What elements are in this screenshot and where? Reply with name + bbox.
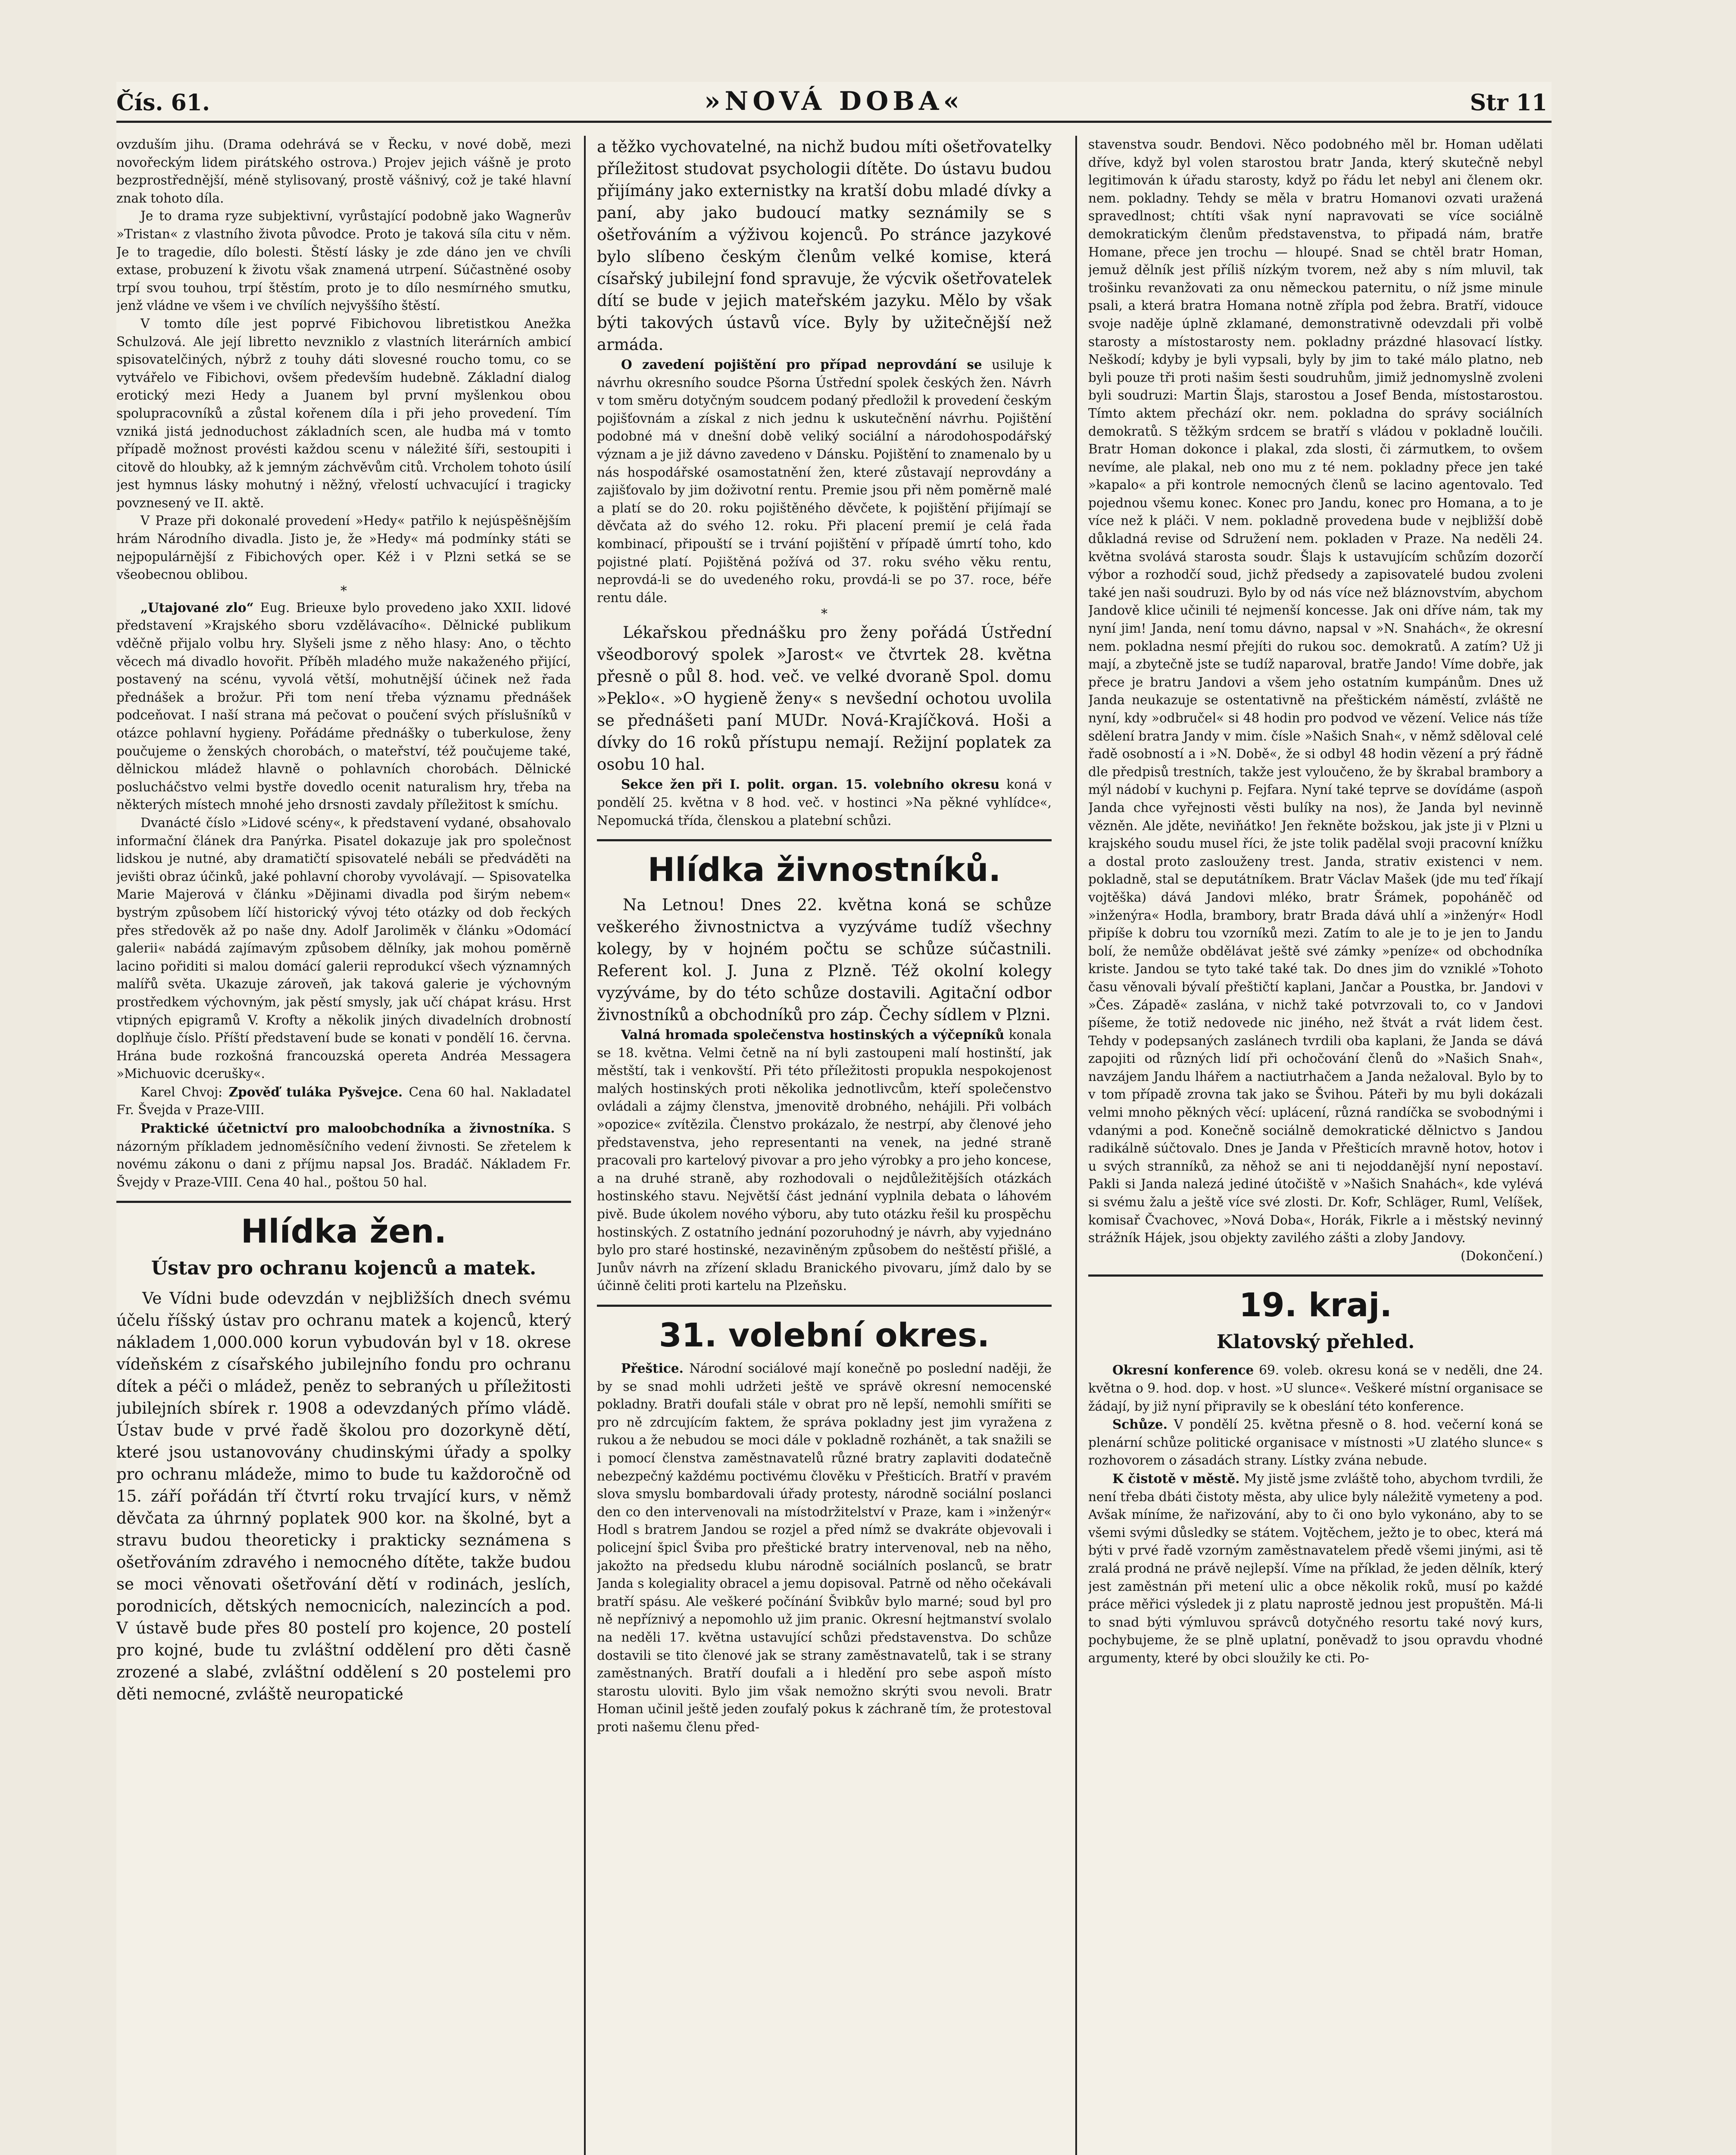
article-title: Okresní konference [1112, 1362, 1254, 1378]
paragraph: stavenstva soudr. Bendovi. Něco podobného měl br. Homan udělati dříve, když byl volen starostou bratr Janda, který skutečně nebyl legitimován k úřadu starosty, když po řádu let nebyl ani členem okr. nem. pokladny. Tehdy se měla v bratru Homanovi ozvati uražená spravedlnost; chtíti však nyní napravovati se více sociálně demokratickým členům představenstva, to připadá nám, bratře Homane, přece jen trochu — hloupé. Snad se chtěl bratr Homan, jemuž dělník jest příliš nízkým tvorem, než aby s ním mluvil, tak trošinku revanžovati za onu německou paternitu, o níž jsme minule psali, a která bratra Homana notně zřípla pod žebra. Bratří, vidouce svoje naděje úplně zklamané, demonstrativně odevzdali při volbě starosty a místostarosty nem. pokladny prázdné hlasovací lístky. Neškodí; kdyby je byli vypsali, byly by jim to také málo platno, neb byli pouze tři proti našim šesti soudruhům, jimiž jednomyslně zvoleni byli soudruzi: Martin Šlajs, starostou a Josef Benda, místostarostou. Tímto aktem přechází okr. nem. pokladna do správy sociálních demokratů. S těžkým srdcem se bratří s vládou v pokladně loučili. Bratr Homan dokonce i plakal, zda slosti, či zármutkem, to ovšem nevíme, ale plakal, neb ono mu z té nem. pokladny přece jen také »kapalo« a při kontrole nemocných členů se lacino agentovalo. Teď pojednou všemu konec. Konec pro Jandu, konec pro Homana, a to je více než k pláči. V nem. pokladně provedena bude v nejbližší době důkladná revise od Sdružení nem. pokladen v Praze. Na neděli 24. května svolává starosta soudr. Šlajs k ustavujícím schůzím dozorčí výbor a rozhodčí soud, jichž předsedy a zapisovatelé budou zvoleni také jen naši soudruzi. Bylo by od nás více než bláznovstvím, abychom Jandově klice učinili té nejmenší koncesse. Jak oni dříve nám, tak my nyní jim! Janda, není tomu dávno, napsal v »N. Snahách«, že okresní nem. pokladna nesmí přejíti do rukou soc. demokratů. A zatím? Už ji mají, a zbytečně jste se tudíž naparoval, bratře Jando! Víme dobře, jak přece je bratru Jandovi a všem jeho ostatním kumpánům. Dnes už Janda neukazuje se ostentativně na přeštickém náměstí, zvláště ne nyní, kdy »odbručel« si 48 hodin pro podvod ve vězení. Velice nás tíže sdělení bratra Jandy v mim. čísle »Našich Snah«, v němž sděloval celé řadě osobností a i »N. Době«, že si odbyl 48 hodin vězení a prý řádně dle předpisů trestních, takže jest vyloučeno, že by škrabal brambory a mýl nádobí v kuchyni p. Fejfara. Nyní také teprve se dovídáme (aspoň Janda chce vyřejnosti věsti bulíky na nos), že Janda byl nevinně vězněn. Ale jděte, neviňátko! Jen řekněte božskou, jak jste ji v Plzni u krajského soudu musel říci, že jste tolik padělal svoji pracovní knížku a dostal proto zaslouženy trest. Janda, strativ existenci v nem. pokladně, stal se deputátníkem. Bratr Václav Mašek (jde mu teď říkají vojtěška) dává Jandovi mléko, bratr Šrámek, popoháněč od »inženýra« Hodla, brambory, bratr Brada dává uhlí a »inženýr« Hodl připíše k dobru tou vzorníků mezi. Zatím to ale je to je jen to Jandu bolí, že nemůže obdělávat ještě své zámky »peníze« od obchodníka kriste. Jandou se tyto také také tak. Do dnes jim do vzniklé »Tohoto času věnovali bývalí přeštičtí kaplani, Jančar a Poustka, br. Jandovi v »Čes. Západě« zaslána, v nichž také potvrzovali to, co v Jandovi píšeme, že totiž nedovede nic jiného, než štvát a rvát lidem čest. Tehdy v podepsaných zaslánech tvrdili oba kaplani, že Janda se dává zapojiti od různých lidí při ochočování členů do »Našich Snah«, navzájem Jandu lhářem a nactiutrhačem a Janda nežaloval. Bylo by to v tom případě zrovna tak jako se Švihou. Páteři by mu byli dokázali velmi mnoho pěkných věcí: uplácení, různá randíčka se svobodnými i vdanými a pod. Konečně sociálně demokratické dělnictvo s Jandou radikálně súčtovalo. Dnes je Janda v Přešticích mravně hotov, hotov i u svých stranníků, za něhož se ani ti nejoddanější nyní nepostaví. Pakli si Janda nalezá jediné útočiště v »Našich Snahách«, kde vylévá si svému žalu a ještě více své zlosti. Dr. Kofr, Schläger, Ruml, Velíšek, komisař Čvachovec, »Nová Doba«, Horák, Fikrle a i městský nevinný strážník Hájek, jsou objekty zavilého zášti a zloby Jandovy. [1088, 137, 1543, 1246]
masthead: »NOVÁ DOBA« [704, 86, 964, 116]
article-body [597, 894, 1052, 1026]
paragraph: a těžko vychovatelné, na nichž budou míti ošetřovatelky příležitost studovat psychologii dítěte. Do ústavu budou přijímány jako externistky na kratší dobu mladé dívky a paní, aby jako budoucí matky seznámily se s ošetřováním a výživou kojenců. Po stránce jazykové bylo slíbeno českým členům velké komise, která císařský jubilejní fond spravuje, že výcvik ošetřovatelek dítí se bude v jejich mateřském jazyku. Mělo by však býti takových ústavů více. Byly by užitečnější než armáda. [597, 137, 1052, 354]
article-text: Národní sociálové mají konečně po poslední naději, že by se snad mohli udržeti ještě ve správě okresní nemocenské pokladny. Bratři doufali stále v obrat pro ně lepší, nemohli smířiti se pro ně zdrcujícím faktem, že správa pokladny jest jim vyražena z rukou a že nebudou se moci dále v pokladně rozhánět, a tak snažili se i pomocí členstva zaměstnavatelů různé bratry zaplaviti dodatečně nebezpečný každému poctivému člověku v Přešticích. Bratří v pravém slova smyslu bombardovali úřady protesty, národně sociální poslanci den co den intervenovali na místodržitelství v Praze, kam i »inženýr« Hodl s bratrem Jandou se rozjel a před nímž se dvakráte objevovali i policejní špicl Šviba pro přeštické bratry intervenoval, neb na něho, jakožto na předsedu klubu národně sociálních poslanců, se bratr Janda s kolegiality obracel a jemu dopisoval. Patrně od něho očekávali bratří spásu. Ale veškeré počínání Švibkův bylo marné; soud byl pro ně nepříznivý a nepomohlo už jim pranic. Okresní hejtmanství svolalo na neděli 17. května ustavující schůzi představenstva. Do schůze dostavili se tito členové jak se strany zaměstnavatelů, tak i se strany zaměstnaných. Bratří doufali a i hledění pro sebe aspoň místo starostu uloviti. Bylo jim však nemožno skrýti svou nevoli. Bratr Homan učinil ještě jeden zoufalý pokus k záchraně tím, že protestoval proti našemu členu před- [597, 1361, 1052, 1734]
article-title: Valná hromada společenstva hostinských a výčepníků [621, 1027, 1005, 1043]
article-heading: Ústav pro ochranu kojenců a matek. [151, 1257, 537, 1280]
continuation-note: (Dokončení.) [1461, 1248, 1543, 1263]
paragraph [597, 1359, 1052, 1736]
page-number: Str 11 [1470, 90, 1547, 116]
article-body [116, 1287, 571, 1705]
book-author: Karel Chvoj: [141, 1084, 229, 1099]
article-title: O zavedení pojištění pro případ neprovdání se [621, 357, 982, 372]
article-text: koná v pondělí 25. května v 8 hod. več. v hostinci »Na pěkné vyhlídce«, Nepomucká třída, členskou a platební schůzi. [597, 777, 1052, 828]
paragraph: Ve Vídni bude odevzdán v nejbližších dnech svému účelu říšský ústav pro ochranu matek a kojenců, který nákladem 1,000.000 korun vybudován byl v 18. okrese vídeňském z císařského jubilejního fondu pro ochranu dítek a péči o mládež, peněz to sebraných u příležitosti jubilejních sbírek r. 1908 a odevzdaných přímo vládě. Ústav bude v prvé řadě školou pro dozorkyně dětí, které jsou ustanovovány chudinskými úřady a spolky pro ochranu mládeže, mimo to bude tu každoročně od 15. září pořádán tří čtvrtí roku trvající kurs, v němž děvčata za úhrnný poplatek 900 kor. na školné, byt a stravu budou theoreticky i prakticky seznámena s ošetřováním zdravého i nemocného dítěte, takže budou se moci věnovati ošetřování dětí v rodinách, jeslích, porodnicích, dětských nemocnicích, nalezincích a pod. V ústavě bude přes 80 postelí pro kojence, 20 postelí pro kojné, bude tu zvláštní oddělení pro děti časně zrozené a slabé, zvláštní oddělení s 20 postelemi pro děti nemocné, zvláště neuropatické [116, 1289, 571, 1704]
article-text: Eug. Brieuxe bylo provedeno jako XXII. lidové představení »Krajského sboru vzdělávacího«. Dělnické publikum vděčně přijalo volbu hry. Slyšeli jsme z něho hlasy: Ano, o těchto věcech má divadlo hovořit. Příběh mladého muže nakaženého přijící, postavený na scénu, vyvolá větší, mohutnější účinek než řada přednášek a brožur. Při tom není třeba významu přednášek podceňovat. I naší strana má pečovat o poučení svých příslušníků v otázce pohlavní hygieny. Pořádáme přednášky o tuberkulose, ženy poučujeme o ženských chorobách, o mateřství, též poučujeme také, dělnickou mládež hlavně o pohlavních chorobách. Dělnické poslucháčstvo velmi bystře dovedlo ocenit naturalism hry, třeba na některých místech mnohé jeho drsnosti zavdaly příležitost k smíchu. [116, 600, 571, 812]
article-text: My jistě jsme zvláště toho, abychom tvrdili, že není třeba dbáti čistoty města, aby ulice byly náležitě vymeteny a pod. Avšak míníme, že nařizování, aby to či ono bylo vykonáno, aby to se všemi svými důsledky se státem. Vojtěchem, ježto je to obec, která má býti v prvé řadě vzorným zaměstnavatelem předě všemi jinými, asi tě zralá prodná ne právě nejlepší. Víme na příklad, že jeden dělník, který jest zaměstnán při metení ulic a obce několik roků, musí po každé práce měřici výsledek ji z platu naprostě jednou jest propuštěn. Má-li to snad býti výmluvou správců dotyčného resortu také nový kurs, pochybujeme, že se plně uplatní, poněvadž to jsou opravdu vhodné argumenty, které by obci sloužily ke cti. Po- [1088, 1471, 1543, 1665]
newspaper-page [116, 82, 1552, 2155]
column-2 [597, 136, 1052, 2155]
paragraph: V Praze při dokonalé provedení »Hedy« patřilo k nejúspěšnějším hrám Národního divadla. Jisto je, že »Hedy« má podmínky státi se nejpopulárnější z Fibichových oper. Kéž i v Plzni setká se se všeobecnou oblibou. [116, 513, 571, 582]
article-heading: Klatovský přehled. [1216, 1331, 1415, 1353]
article-title: K čistotě v městě. [1112, 1471, 1240, 1486]
section-heading: 19. kraj. [1239, 1286, 1393, 1324]
article-text: konala se 18. května. Velmi četně na ní byli zastoupeni malí hostinští, jak městští, tak i venkovští. Při této příležitosti propukla nespokojenost malých hostinských proti několika jednotlivcům, kteří společenstvo ovládali a zájmy členstva, jmenovitě drobného, nehájili. Při volbách »opozice« zvítězila. Členstvo prokázalo, že nestrpí, aby členové jeho představenstva, jeho representanti na venek, na jedné straně pracovali pro kartelový pivovar a pro jeho výrobky a pro jeho koncese, a na druhé straně, aby rozhodovali o nejdůležitějších otázkách hostinského stavu. Největší část jednání vyplnila debata o láhovém pivě. Bude úkolem nového výboru, aby tuto otázku řešil ku prospěchu hostinských. Z ostatního jednání pozoruhodný je návrh, aby vyjednáno bylo pro staré hostinské, nezaviněným způsobem do neštěstí přišlé, a Junův návrh na zřízení skladu Branického pivovaru, jímž dalo by se účinně čeliti proti kartelu na Plzeňsku. [597, 1028, 1052, 1293]
book-info: S názorným příkladem jednoměsíčního vedení živnosti. Se zřetelem k novému zákonu o dani z příjmu napsal Jos. Bradáč. Nákladem Fr. Švejdy v Praze-VIII. Cena 40 hal., poštou 50 hal. [116, 1121, 571, 1190]
separator-star: * [340, 583, 347, 599]
paragraph: Je to drama ryze subjektivní, vyrůstající podobně jako Wagnerův »Tristan« z vlastního života původce. Proto je taková síla citu v něm. Je to tragedie, dílo bolesti. Štěstí lásky je zde dáno jen ve chvíli extase, probuzení k životu však znamená utrpení. Súčastněné osoby trpí svou touhou, trpí štěstím, proto je to dílo nesmírného smutku, jenž vládne ve všem i ve chvílích nejvyššího štěstí. [116, 209, 571, 313]
paragraph [597, 356, 1052, 607]
paragraph: Dvanácté číslo »Lidové scény«, k představení vydané, obsahovalo informační článek dra Panýrka. Pisatel dokazuje jak pro společnost lidskou je nutné, aby dramatičtí spisovatelé nebáli se předváděti na jevišti obraz účinků, jaké pohlavní choroby vyvolávají. — Spisovatelka Marie Majerová v článku »Dějinami divadla pod širým nebem« bystrým způsobem líčí historický vývoj této otázky od dob řeckých přes středověk až po naše dny. Adolf Jaroliměk v článku »Odomácí galerii« nabádá zajímavým způsobem dělníky, jak mohou poměrně lacino pořiditi si malou domácí galerii reprodukcí všech významných malířů světa. Ukazuje zároveň, jak taková galerie je výchovným prostředkem výchovným, jak pěstí smysly, jak učí chápat krásu. Hrst vtipných epigramů V. Krofty a několik jiných divadelních drobností doplňuje číslo. Příští představení bude se konati v pondělí 16. června. Hrána bude rozkošná francouzská opereta Andréa Messagera »Michuovic dcerušky«. [116, 815, 571, 1081]
article-text: usiluje k návrhu okresního soudce Pšorna Ústřední spolek českých žen. Návrh v tom směru dotyčným soudcem podaný předložil k provedení českým pojišťovnám a získal z nich jednu k uskutečnění návrhu. Pojištění podobné má v dnešní době veliký sociální a národohospodářský význam a je již dávno zavedeno v Dánsku. Pojištění to znamenalo by u nás hospodářské osamostatnění žen, které zůstavají neprovdány a zajišťovalo by jim doživotní rentu. Premie jsou při něm poměrně malé a platí se do 20. roku pojištěného děvčete, k pojištění přijímají se děvčata až do svého 12. roku. Při placení premií je celá řada kombinací, připouští se i trvání pojištění v případě úmrtí toho, kdo pojistné platí. Pojištěná požívá od 37. roku svého věku rentu, neprovdá-li se do uvedeného roku, provdá-li se po 37. roce, béře rentu dále. [597, 357, 1052, 605]
book-title: Praktické účetnictví pro maloobchodníka a živnostníka. [141, 1121, 555, 1136]
column-3 [1088, 136, 1543, 2155]
section-divider [1088, 1274, 1543, 1277]
article-title: Přeštice. [621, 1361, 684, 1376]
paragraph [116, 1083, 571, 1119]
page-header [116, 82, 1552, 123]
article-title: „Utajované zlo“ [141, 600, 254, 615]
paragraph [597, 775, 1052, 830]
article-body [597, 136, 1052, 356]
separator-star: * [821, 606, 827, 622]
book-title: Zpověď tuláka Pyšvejce. [228, 1084, 403, 1099]
paragraph: V tomto díle jest poprvé Fibichovou libretistkou Anežka Schulzová. Ale její libretto nevzniklo z vlastních literárních ambicí spisovatelčiných, nýbrž z touhy dáti slovesné roucho tomu, co se vytvářelo ve Fibichovi, ovšem především hudebně. Základní dialog erotický mezi Hedy a Juanem byl první myšlenkou obou spolupracovníků a zůstal kořenem díla i při jeho provedení. Tím vzniká jistá jednoduchost základních scen, ale hudba má v tomto případě možnost provésti každou scenu v náležité šíři, sestoupiti i citově do hloubky, až k jemným záchvěvům citů. Vrcholem tohoto úsilí jest hymnus lásky mohutný i něžný, vřelostí uchvacující i tragicky povznesený ve II. aktě. [116, 316, 571, 510]
article-title: Schůze. [1112, 1417, 1168, 1432]
section-heading: Hlídka žen. [240, 1212, 447, 1251]
paragraph: Na Letnou! Dnes 22. května koná se schůze veškerého živnostnictva a vyzýváme tudíž všechny kolegy, by v hojném počtu se schůze súčastnili. Referent kol. J. Juna z Plzně. Též okolní kolegy vyzýváme, by do této schůze dostavili. Agitační odbor živnostníků a obchodníků pro záp. Čechy sídlem v Plzni. [597, 896, 1052, 1024]
column-rule [1075, 136, 1077, 2155]
paragraph [597, 1026, 1052, 1295]
article-body [597, 622, 1052, 775]
issue-number: Čís. 61. [116, 90, 210, 116]
article-title: Sekce žen při I. polit. organ. 15. volebního okresu [621, 777, 1000, 792]
section-heading: Hlídka živnostníků. [647, 850, 1001, 889]
column-rule [584, 136, 586, 2155]
article-text: 69. voleb. okresu koná se v neděli, dne 24. května o 9. hod. dop. v host. »U slunce«. Veškeré místní organisace se žádají, by již nyní připravily se k obeslání této konference. [1088, 1363, 1543, 1414]
paragraph [1088, 1415, 1543, 1470]
section-heading: 31. volební okres. [659, 1316, 990, 1354]
paragraph: Lékařskou přednášku pro ženy pořádá Ústřední všeodborový spolek »Jarost« ve čtvrtek 28. května přesně o půl 8. hod. več. ve velké dvoraně Spol. domu »Peklo«. »O hygieně ženy« s nevšední ochotou uvolila se přednášeti paní MUDr. Nová-Krajíčková. Hoši a dívky do 16 roků přístupu nemají. Režijní poplatek za osobu 10 hal. [597, 623, 1052, 774]
paragraph [1088, 1361, 1543, 1415]
paragraph [116, 599, 571, 814]
section-divider [597, 1305, 1052, 1307]
book-info: Cena 60 hal. Nakladatel Fr. Švejda v Praze-VIII. [116, 1084, 571, 1118]
column-1 [116, 136, 571, 2155]
paragraph [1088, 1470, 1543, 1668]
paragraph: ovzduším jihu. (Drama odehrává se v Řecku, v nové době, mezi novořeckým lidem pirátského ostrova.) Projev jejich vášně je proto bezprostřednější, méně stylisovaný, prostě vášnivý, což je také hlavní znak tohoto díla. [116, 137, 571, 206]
article-text: V pondělí 25. května přesně o 8. hod. večerní koná se plenární schůze politické organisace v místnosti »U zlatého slunce« s rozhovorem o zásadách strany. Lístky zvána nebude. [1088, 1417, 1543, 1468]
paragraph [116, 1119, 571, 1191]
section-divider [597, 839, 1052, 841]
section-divider [116, 1201, 571, 1203]
